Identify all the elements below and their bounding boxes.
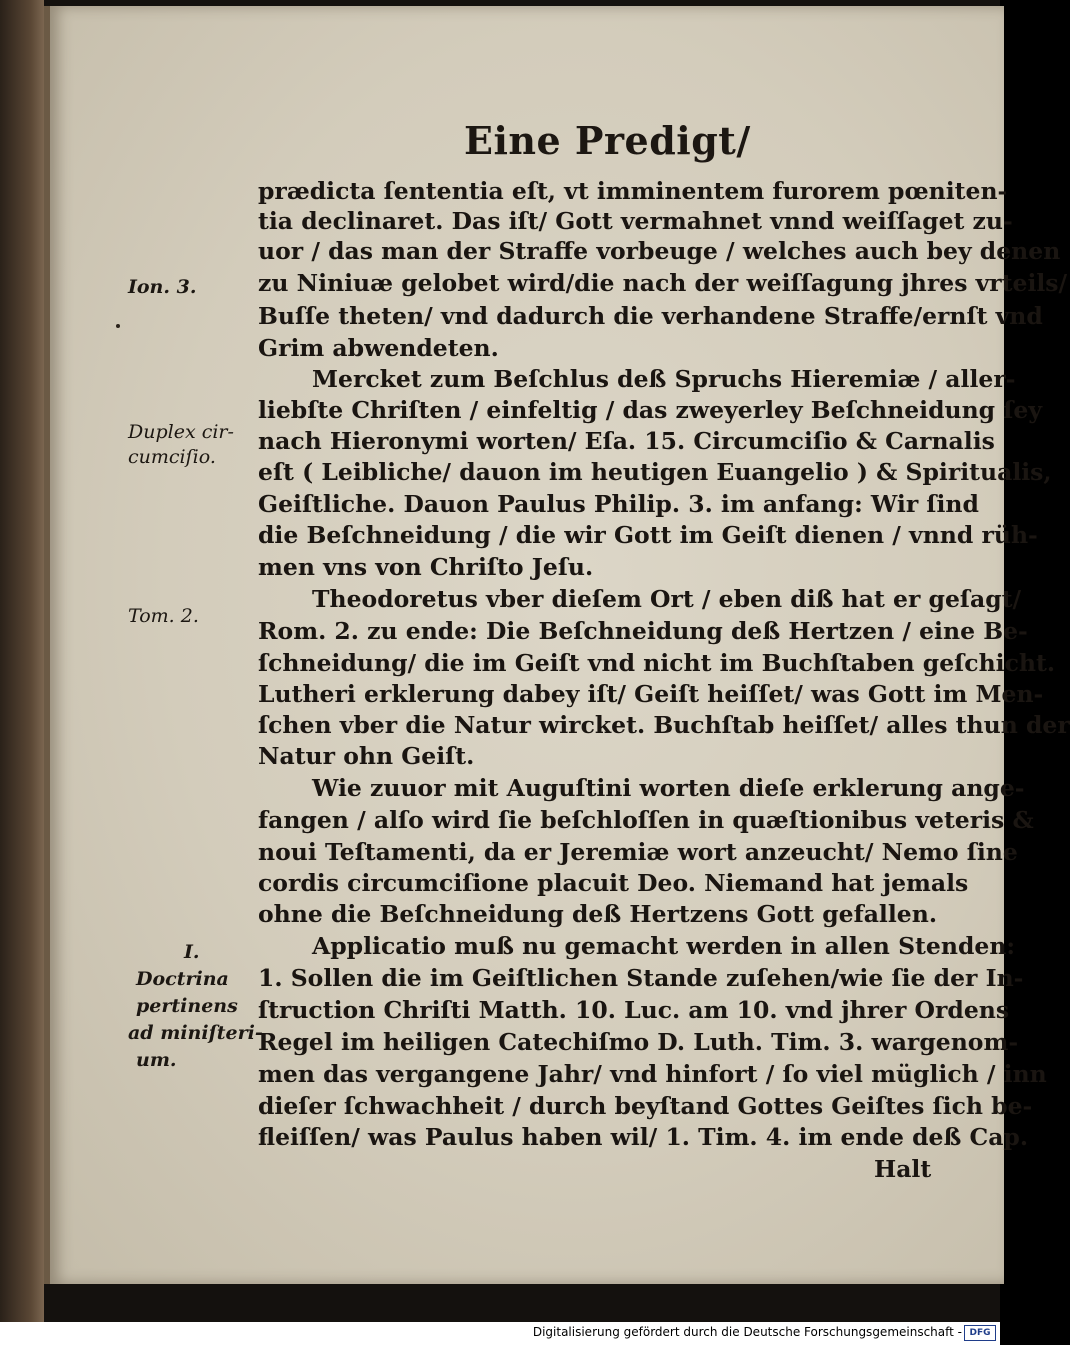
body-line: liebſte Chriſten / einfeltig / das zweyerley Beſchneidung ſey (258, 396, 1043, 424)
body-line: Applicatio muß nu gemacht werden in allen Stenden: (312, 932, 1016, 960)
body-line: ohne die Beſchneidung deß Hertzens Gott gefallen. (258, 900, 937, 928)
margin-note-numeral: I. (184, 941, 200, 963)
ink-spot (116, 324, 120, 328)
body-line: Natur ohn Geiſt. (258, 742, 475, 770)
running-head: Eine Predigt/ (464, 118, 751, 163)
body-line: Theodoretus vber dieſem Ort / eben diß hat er geſagt/ (312, 585, 1022, 613)
body-line: noui Teſtamenti, da er Jeremiæ wort anzeucht/ Nemo ſine (258, 838, 1018, 866)
dfg-logo: DFG (964, 1325, 996, 1341)
body-line: ſchen vber die Natur wircket. Buchſtab heiſſet/ alles thun der (258, 711, 1070, 739)
body-line: eſt ( Leibliche/ dauon im heutigen Euangelio ) & Spiritualis, (258, 458, 1052, 486)
margin-note-um: um. (136, 1049, 177, 1071)
body-line: dieſer ſchwachheit / durch beyſtand Gottes Geiſtes ſich be- (258, 1092, 1033, 1120)
margin-note-jon: Ion. 3. (128, 276, 197, 298)
margin-note-doctrina: Doctrina (136, 968, 229, 990)
funding-credit: Digitalisierung gefördert durch die Deutsche Forschungsgemeinschaft - (532, 1325, 962, 1339)
body-line: tia declinaret. Das iſt/ Gott vermahnet vnnd weiſſaget zu- (258, 207, 1013, 235)
book-spine (0, 0, 44, 1322)
body-line: uor / das man der Straffe vorbeuge / welches auch bey denen (258, 237, 1061, 265)
margin-note-duplex: Duplex cir- (128, 421, 234, 443)
body-line: Wie zuuor mit Auguſtini worten dieſe erklerung ange- (312, 774, 1025, 802)
body-line: fleiſſen/ was Paulus haben wil/ 1. Tim. 4. im ende deß Cap. (258, 1123, 1029, 1151)
body-line: Geiſtliche. Dauon Paulus Philip. 3. im anfang: Wir ſind (258, 490, 979, 518)
margin-note-circumcisio: cumciſio. (128, 446, 216, 468)
body-line: Buſſe theten/ vnd dadurch die verhandene Straffe/ernſt vnd (258, 302, 1043, 330)
body-line: nach Hieronymi worten/ Eſa. 15. Circumciſio & Carnalis (258, 427, 995, 455)
margin-note-ministerium: ad miniſteri- (128, 1022, 263, 1044)
body-line: Regel im heiligen Catechiſmo D. Luth. Tim. 3. wargenom- (258, 1028, 1019, 1056)
body-line: die Beſchneidung / die wir Gott im Geiſt dienen / vnnd rüh- (258, 521, 1038, 549)
body-line: cordis circumciſione placuit Deo. Niemand hat jemals (258, 869, 969, 897)
catchword: Halt (874, 1155, 932, 1183)
body-line: men das vergangene Jahr/ vnd hinfort / ſo viel müglich / inn (258, 1060, 1047, 1088)
margin-note-pertinens: pertinens (136, 995, 238, 1017)
body-line: Mercket zum Beſchlus deß Spruchs Hieremiæ / aller- (312, 365, 1016, 393)
body-line: fangen / alſo wird ſie beſchloſſen in quæſtionibus veteris & (258, 806, 1034, 834)
body-line: Grim abwendeten. (258, 334, 499, 362)
margin-note-tom: Tom. 2. (128, 605, 199, 627)
body-line: ſchneidung/ die im Geiſt vnd nicht im Buchſtaben geſchicht. (258, 649, 1056, 677)
digitization-footer (0, 1322, 1000, 1345)
body-line: ſtruction Chriſti Matth. 10. Luc. am 10. vnd jhrer Ordens (258, 996, 1010, 1024)
body-line: Rom. 2. zu ende: Die Beſchneidung deß Hertzen / eine Be- (258, 617, 1028, 645)
body-line: men vns von Chriſto Jeſu. (258, 553, 594, 581)
body-line: Lutheri erklerung dabey iſt/ Geiſt heiſſet/ was Gott im Men- (258, 680, 1044, 708)
body-line: 1. Sollen die im Geiſtlichen Stande zuſehen/wie ſie der In- (258, 964, 1024, 992)
body-line: prædicta ſententia eſt, vt imminentem furorem pœniten- (258, 177, 1008, 205)
body-line: zu Niniuæ gelobet wird/die nach der weiſſagung jhres vrteils/ (258, 269, 1068, 297)
